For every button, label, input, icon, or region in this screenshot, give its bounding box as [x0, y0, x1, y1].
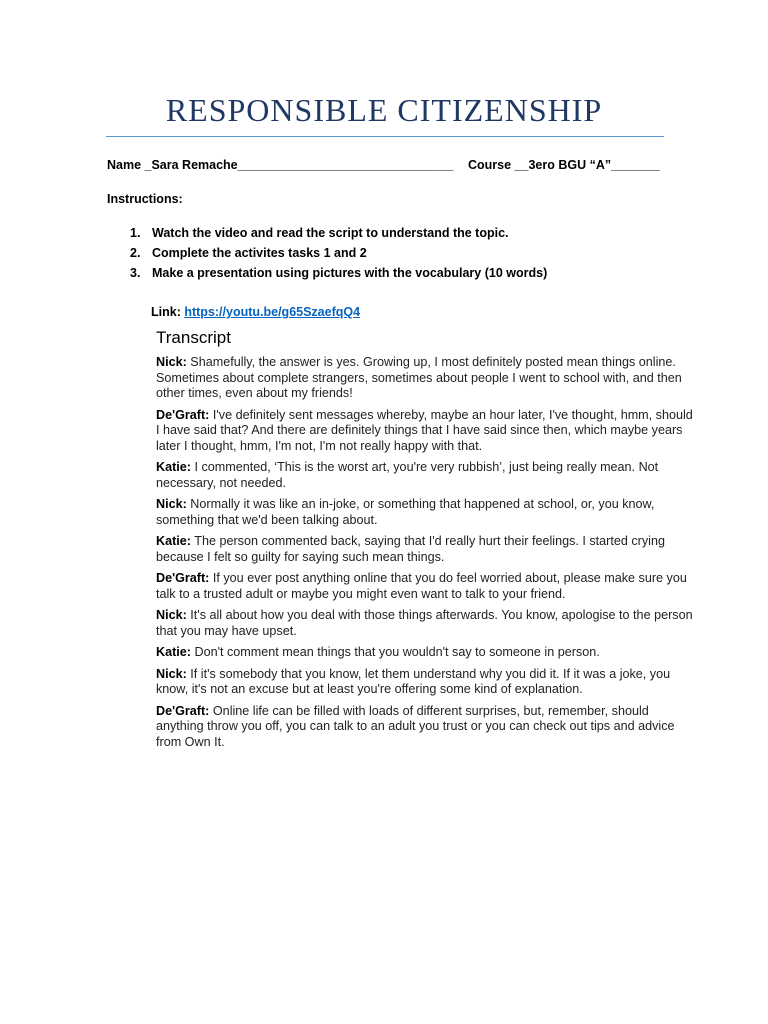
transcript-entry	[156, 704, 696, 751]
instruction-number: 3.	[130, 266, 141, 280]
transcript-entry	[156, 645, 696, 661]
transcript-entry	[156, 608, 696, 639]
speech-text: It's all about how you deal with those things afterwards. You know, apologise to the person that you may have upset.	[156, 608, 693, 638]
transcript-entry	[156, 497, 696, 528]
speaker-name: De'Graft:	[156, 703, 210, 718]
transcript-entry	[156, 571, 696, 602]
transcript-entry	[156, 408, 696, 455]
instructions-heading: Instructions:	[107, 192, 183, 206]
transcript-image	[156, 328, 696, 756]
transcript-heading: Transcript	[156, 328, 231, 347]
video-link-line	[151, 305, 360, 319]
student-name-field: Name _Sara Remache_______________________________	[107, 158, 454, 172]
instructions-list	[130, 226, 547, 286]
title-divider	[106, 136, 664, 137]
speaker-name: Katie:	[156, 460, 191, 474]
transcript-entry	[156, 355, 696, 402]
instruction-item	[130, 266, 547, 286]
speaker-name: Nick:	[156, 355, 187, 369]
instruction-number: 1.	[130, 226, 141, 240]
speech-text: Normally it was like an in-joke, or something that happened at school, or, you know, something that we'd been talking about.	[156, 497, 655, 527]
speaker-name: Nick:	[156, 666, 187, 681]
speaker-name: De'Graft:	[156, 571, 210, 585]
transcript-entry	[156, 667, 696, 698]
speaker-name: Nick:	[156, 608, 187, 622]
speaker-name: Katie:	[156, 534, 191, 548]
link-label: Link:	[151, 305, 181, 319]
instruction-text: Make a presentation using pictures with the vocabulary (10 words)	[152, 266, 548, 280]
speech-text: Shamefully, the answer is yes. Growing up, I most definitely posted mean things online. Sometimes about complete strangers, sometimes about people I went to school with, and then other times, even about my friends!	[156, 355, 682, 400]
speech-text: I commented, ‘This is the worst art, you're very rubbish’, just being really mean. Not necessary, not needed.	[156, 460, 659, 490]
speech-text: If it's somebody that you know, let them understand why you did it. If it was a joke, you know, it's not an excuse but at least you're offering some kind of explanation.	[156, 666, 671, 696]
speech-text: Online life can be filled with loads of different surprises, but, remember, should anything throw you off, you can talk to an adult you trust or you can check out tips and advice from Own It.	[156, 703, 675, 749]
speech-text: I've definitely sent messages whereby, maybe an hour later, I've thought, hmm, should I have said that? And there are definitely things that I have said since then, which maybe years later I thought, hmm, I'm not, I'm not really happy with that.	[156, 407, 693, 453]
transcript-entry	[156, 460, 696, 491]
instruction-text: Watch the video and read the script to understand the topic.	[152, 226, 509, 240]
video-link[interactable]: https://youtu.be/g65SzaefqQ4	[184, 305, 361, 319]
speaker-name: De'Graft:	[156, 407, 210, 422]
speech-text: If you ever post anything online that you do feel worried about, please make sure you talk to a trusted adult or maybe you might even want to talk to your friend.	[156, 571, 687, 601]
instruction-item	[130, 226, 547, 246]
speaker-name: Nick:	[156, 497, 187, 511]
speaker-name: Katie:	[156, 645, 191, 659]
course-field: Course __3ero BGU “A”_______	[468, 158, 660, 172]
instruction-item	[130, 246, 547, 266]
instruction-number: 2.	[130, 246, 141, 260]
transcript-entry	[156, 534, 696, 565]
speech-text: Don't comment mean things that you wouldn't say to someone in person.	[191, 645, 600, 659]
speech-text: The person commented back, saying that I'd really hurt their feelings. I started crying because I felt so guilty for saying such mean things.	[156, 534, 665, 564]
instruction-text: Complete the activites tasks 1 and 2	[152, 246, 367, 260]
page-title: RESPONSIBLE CITIZENSHIP	[165, 92, 603, 128]
